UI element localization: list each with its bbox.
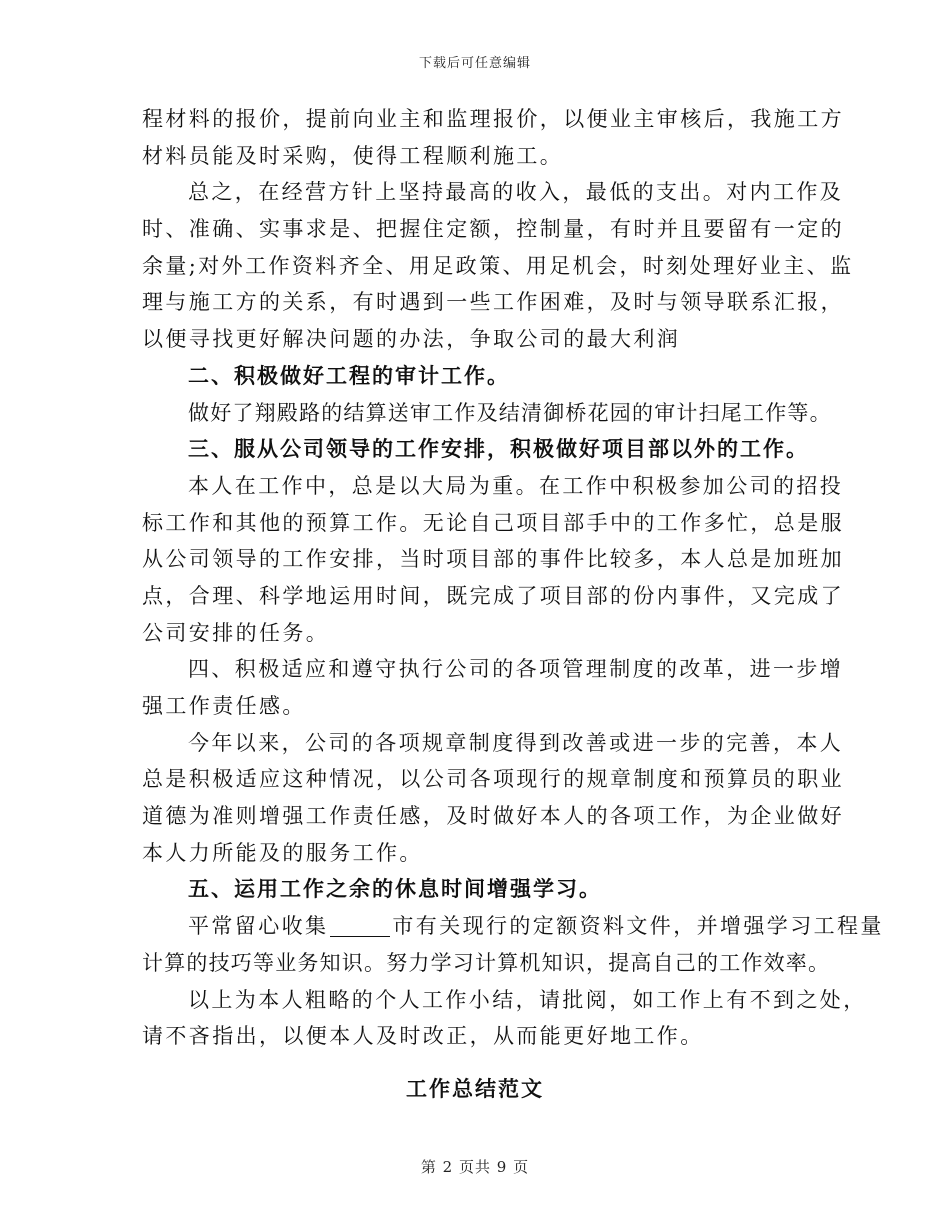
line-segment: 市有关现行的定额资料文件，并增强学习工程量	[392, 914, 884, 939]
paragraph-line: 标工作和其他的预算工作。无论自己项目部手中的工作多忙，总是服	[142, 510, 844, 535]
section-heading-2: 二、积极做好工程的审计工作。	[188, 363, 510, 388]
paragraph-line: 点，合理、科学地运用时间，既完成了项目部的份内事件，又完成了	[142, 583, 844, 608]
paragraph-line: 理与施工方的关系，有时遇到一些工作困难，及时与领导联系汇报，	[142, 290, 844, 315]
paragraph-line: 本人在工作中，总是以大局为重。在工作中积极参加公司的招投	[188, 473, 844, 498]
paragraph-line: 做好了翔殿路的结算送审工作及结清御桥花园的审计扫尾工作等。	[188, 400, 832, 425]
paragraph-line: 程材料的报价，提前向业主和监理报价，以便业主审核后，我施工方	[142, 107, 844, 131]
section-heading-3: 三、服从公司领导的工作安排，积极做好项目部以外的工作。	[188, 437, 809, 462]
paragraph-line: 总之，在经营方针上坚持最高的收入，最低的支出。对内工作及	[188, 180, 844, 205]
paragraph-line	[142, 908, 884, 945]
paragraph-line: 余量;对外工作资料齐全、用足政策、用足机会，时刻处理好业主、监	[142, 253, 854, 278]
page-footer: 第 2 页共 9 页	[420, 1158, 530, 1176]
paragraph-line: 从公司领导的工作安排，当时项目部的事件比较多，本人总是加班加	[142, 547, 844, 572]
document-body	[142, 101, 884, 1055]
paragraph-line: 本人力所能及的服务工作。	[142, 840, 423, 865]
paragraph-line: 今年以来，公司的各项规章制度得到改善或进一步的完善，本人	[188, 730, 844, 755]
section-title: 工作总结范文	[406, 1077, 544, 1101]
paragraph-line: 以便寻找更好解决问题的办法，争取公司的最大利润	[142, 327, 681, 352]
fill-in-blank	[330, 916, 390, 937]
paragraph-line: 请不吝指出，以便本人及时改正，从而能更好地工作。	[142, 1024, 704, 1049]
paragraph-line: 时、准确、实事求是、把握住定额，控制量，有时并且要留有一定的	[142, 217, 844, 242]
line-segment: 平常留心收集	[188, 914, 329, 939]
page-header: 下载后可任意编辑	[418, 56, 531, 71]
section-heading-5: 五、运用工作之余的休息时间增强学习。	[188, 877, 602, 902]
paragraph-line: 计算的技巧等业务知识。努力学习计算机知识，提高自己的工作效率。	[142, 950, 831, 975]
paragraph-line: 材料员能及时采购，使得工程顺利施工。	[142, 143, 564, 168]
paragraph-line: 公司安排的任务。	[142, 620, 330, 645]
paragraph-line: 总是积极适应这种情况，以公司各项现行的规章制度和预算员的职业	[142, 767, 844, 792]
paragraph-line: 道德为准则增强工作责任感，及时做好本人的各项工作，为企业做好	[142, 804, 844, 829]
paragraph-line: 四、积极适应和遵守执行公司的各项管理制度的改革，进一步增	[188, 657, 844, 682]
paragraph-line: 强工作责任感。	[142, 694, 306, 718]
paragraph-line: 以上为本人粗略的个人工作小结，请批阅，如工作上有不到之处，	[188, 987, 867, 1012]
